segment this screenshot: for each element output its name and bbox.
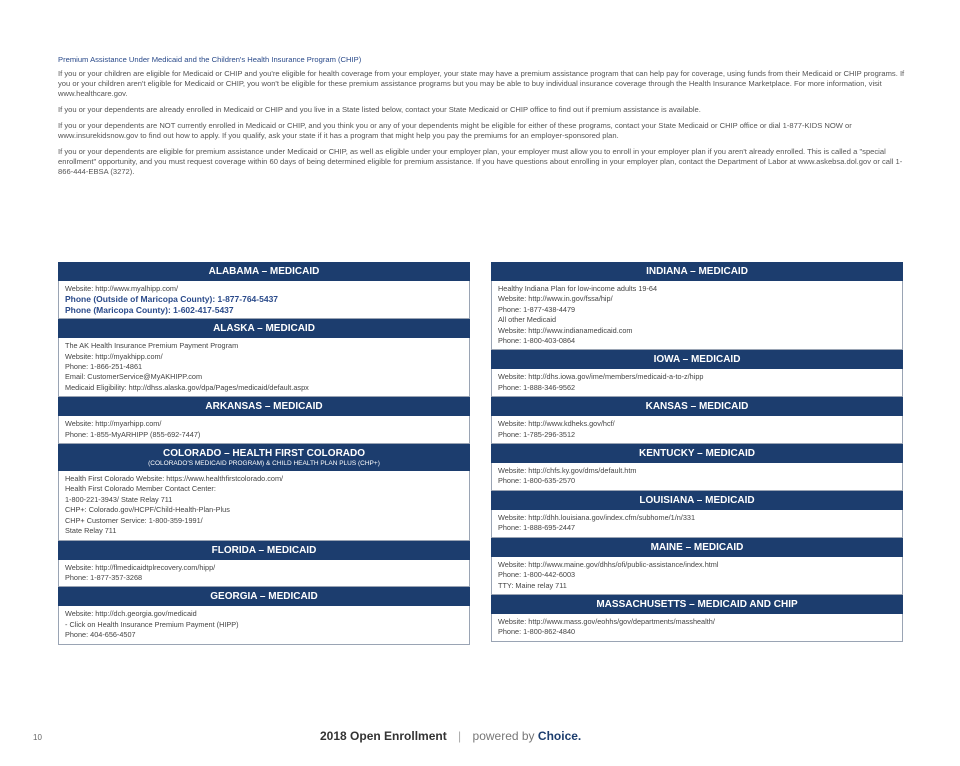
state-info-box	[491, 369, 903, 397]
state-name: LOUISIANA – MEDICAID	[639, 494, 755, 506]
state-info-line: Phone: 1-800-635-2570	[498, 476, 576, 486]
state-info-line: The AK Health Insurance Premium Payment Program	[65, 341, 239, 351]
state-info-line: Website: http://chfs.ky.gov/dms/default.htm	[498, 466, 637, 476]
state-info-box	[491, 510, 903, 538]
state-header	[491, 595, 903, 614]
state-info-line: Phone: 1-785-296-3512	[498, 429, 576, 439]
intro-section	[58, 55, 906, 183]
intro-heading: Premium Assistance Under Medicaid and the Children's Health Insurance Program (CHIP)	[58, 55, 362, 64]
state-header	[491, 262, 903, 281]
state-info-line: Phone: 404-656-4507	[65, 630, 136, 640]
state-header	[491, 444, 903, 463]
state-name: ARKANSAS – MEDICAID	[205, 401, 323, 413]
intro-paragraph-2: If you or your dependents are already enrolled in Medicaid or CHIP and you live in a State listed below, contact your State Medicaid or CHIP office to find out if premium assistance is available.	[58, 105, 701, 114]
intro-paragraph-4: If you or your dependents are eligible for premium assistance under Medicaid or CHIP, as well as eligible under your employer plan, your employer must allow you to enroll in your employer plan if you aren't already enrolled. This is called a "special enrollment" opportunity, and you must request coverage within 60 days of being determined eligible for premium assistance. If you have questions about enrolling in your employer plan, contact the Department of Labor at www.askebsa.dol.gov or call 1-866-444-EBSA (3272).	[58, 147, 903, 176]
state-info-box	[58, 560, 470, 588]
state-info-line: Phone: 1-855-MyARHIPP (855-692-7447)	[65, 429, 201, 439]
state-info-box	[491, 557, 903, 595]
state-info-line: 1-800-221-3943/ State Relay 711	[65, 494, 173, 504]
page-number: 10	[33, 733, 42, 742]
state-info-line: Health First Colorado Member Contact Center:	[65, 484, 216, 494]
state-header	[58, 319, 470, 338]
footer	[320, 729, 581, 743]
state-header	[58, 587, 470, 606]
state-name: MASSACHUSETTS – MEDICAID AND CHIP	[596, 598, 798, 610]
state-name: ALASKA – MEDICAID	[213, 323, 315, 335]
state-info-box	[58, 471, 470, 540]
state-info-line: Phone: 1-800-403-0864	[498, 336, 576, 346]
state-info-line: Phone (Outside of Maricopa County): 1-877-764-5437	[65, 294, 279, 305]
footer-separator: |	[458, 729, 462, 743]
state-info-box	[58, 281, 470, 319]
state-info-box	[58, 606, 470, 644]
state-info-line: Website: http://www.maine.gov/dhhs/ofi/public-assistance/index.html	[498, 559, 719, 569]
state-info-line: All other Medicaid	[498, 315, 556, 325]
state-info-line: Website: http://www.in.gov/fssa/hip/	[498, 294, 613, 304]
state-info-line: - Click on Health Insurance Premium Payment (HIPP)	[65, 619, 239, 629]
right-state-column	[491, 262, 903, 642]
footer-powered-by: powered by	[472, 729, 535, 743]
state-info-line: Phone (Maricopa County): 1-602-417-5437	[65, 304, 234, 315]
state-name: COLORADO – HEALTH FIRST COLORADO	[162, 448, 366, 460]
state-info-line: Website: http://dch.georgia.gov/medicaid	[65, 609, 197, 619]
state-info-line: Phone: 1-888-346-9562	[498, 382, 576, 392]
intro-paragraph-3: If you or your dependents are NOT currently enrolled in Medicaid or CHIP, and you think you or any of your dependents might be eligible for either of these programs, contact your State Medicaid or CHIP office or dial 1-877-KIDS NOW or www.insurekidsnow.gov to find out how to apply. If you qualify, ask your state if it has a program that might help you pay the premiums for an employer-sponsored plan.	[58, 121, 852, 140]
state-info-line: Phone: 1-877-438-4479	[498, 304, 576, 314]
state-info-line: CHP+: Colorado.gov/HCPF/Child-Health-Plan-Plus	[65, 505, 230, 515]
state-info-box	[491, 416, 903, 444]
state-info-line: CHP+ Customer Service: 1-800-359-1991/	[65, 515, 203, 525]
footer-title: 2018 Open Enrollment	[320, 729, 447, 743]
state-info-line: Website: http://myakhipp.com/	[65, 351, 163, 361]
intro-paragraph-1: If you or your children are eligible for Medicaid or CHIP and you're eligible for health coverage from your employer, your state may have a premium assistance program that can help pay for coverage, using funds from their Medicaid or CHIP programs. If you or your children aren't eligible for Medicaid or CHIP, you won't be eligible for these premium assistance programs but you may be able to buy individual insurance coverage through the Health Insurance Marketplace. For more information, visit www.healthcare.gov.	[58, 69, 905, 98]
state-info-line: Phone: 1-888-695-2447	[498, 523, 576, 533]
state-info-line: Phone: 1-800-862-4840	[498, 627, 576, 637]
footer-brand-logo: Choice.	[537, 729, 582, 743]
state-info-line: Website: http://myarhipp.com/	[65, 419, 162, 429]
state-info-line: Website: http://dhs.iowa.gov/ime/members/medicaid-a-to-z/hipp	[498, 372, 704, 382]
state-info-box	[58, 416, 470, 444]
state-info-line: Email: CustomerService@MyAKHIPP.com	[65, 372, 203, 382]
state-name: INDIANA – MEDICAID	[646, 266, 748, 277]
state-header	[58, 262, 470, 281]
state-subtitle: (COLORADO'S MEDICAID PROGRAM) & CHILD HEALTH PLAN PLUS (CHP+)	[148, 460, 380, 468]
state-name: ALABAMA – MEDICAID	[208, 266, 320, 277]
state-name: FLORIDA – MEDICAID	[211, 544, 317, 556]
state-name: IOWA – MEDICAID	[653, 354, 741, 366]
state-info-line: Website: http://www.indianamedicaid.com	[498, 325, 633, 335]
state-info-line: Website: http://www.kdheks.gov/hcf/	[498, 419, 615, 429]
state-info-line: Website: http://www.myalhipp.com/	[65, 284, 179, 293]
state-info-box	[491, 281, 903, 350]
state-info-line: Phone: 1-866-251-4861	[65, 362, 143, 372]
state-header	[491, 397, 903, 416]
state-info-line: Phone: 1-800-442-6003	[498, 570, 576, 580]
state-name: KANSAS – MEDICAID	[645, 401, 749, 413]
state-name: MAINE – MEDICAID	[650, 541, 744, 553]
state-header	[58, 397, 470, 416]
state-header	[491, 350, 903, 369]
state-info-line: Website: http://flmedicaidtplrecovery.com/hipp/	[65, 562, 216, 572]
state-info-line: Website: http://www.mass.gov/eohhs/gov/departments/masshealth/	[498, 616, 715, 626]
state-name: KENTUCKY – MEDICAID	[639, 448, 755, 460]
left-state-column	[58, 262, 470, 645]
state-info-line: Medicaid Eligibility: http://dhss.alaska.gov/dpa/Pages/medicaid/default.aspx	[65, 382, 309, 392]
state-info-box	[491, 463, 903, 491]
state-name: GEORGIA – MEDICAID	[210, 591, 318, 603]
state-header	[58, 541, 470, 560]
state-info-line: Healthy Indiana Plan for low-income adults 19-64	[498, 284, 657, 293]
state-header	[58, 444, 470, 471]
state-info-line: State Relay 711	[65, 526, 117, 536]
state-info-box	[58, 338, 470, 397]
state-info-line: TTY: Maine relay 711	[498, 580, 567, 590]
state-info-line: Phone: 1-877-357-3268	[65, 572, 143, 582]
state-info-line: Health First Colorado Website: https://www.healthfirstcolorado.com/	[65, 474, 284, 484]
state-header	[491, 538, 903, 557]
state-info-line: Website: http://dhh.louisiana.gov/index.cfm/subhome/1/n/331	[498, 512, 696, 522]
state-info-box	[491, 614, 903, 642]
state-header	[491, 491, 903, 510]
